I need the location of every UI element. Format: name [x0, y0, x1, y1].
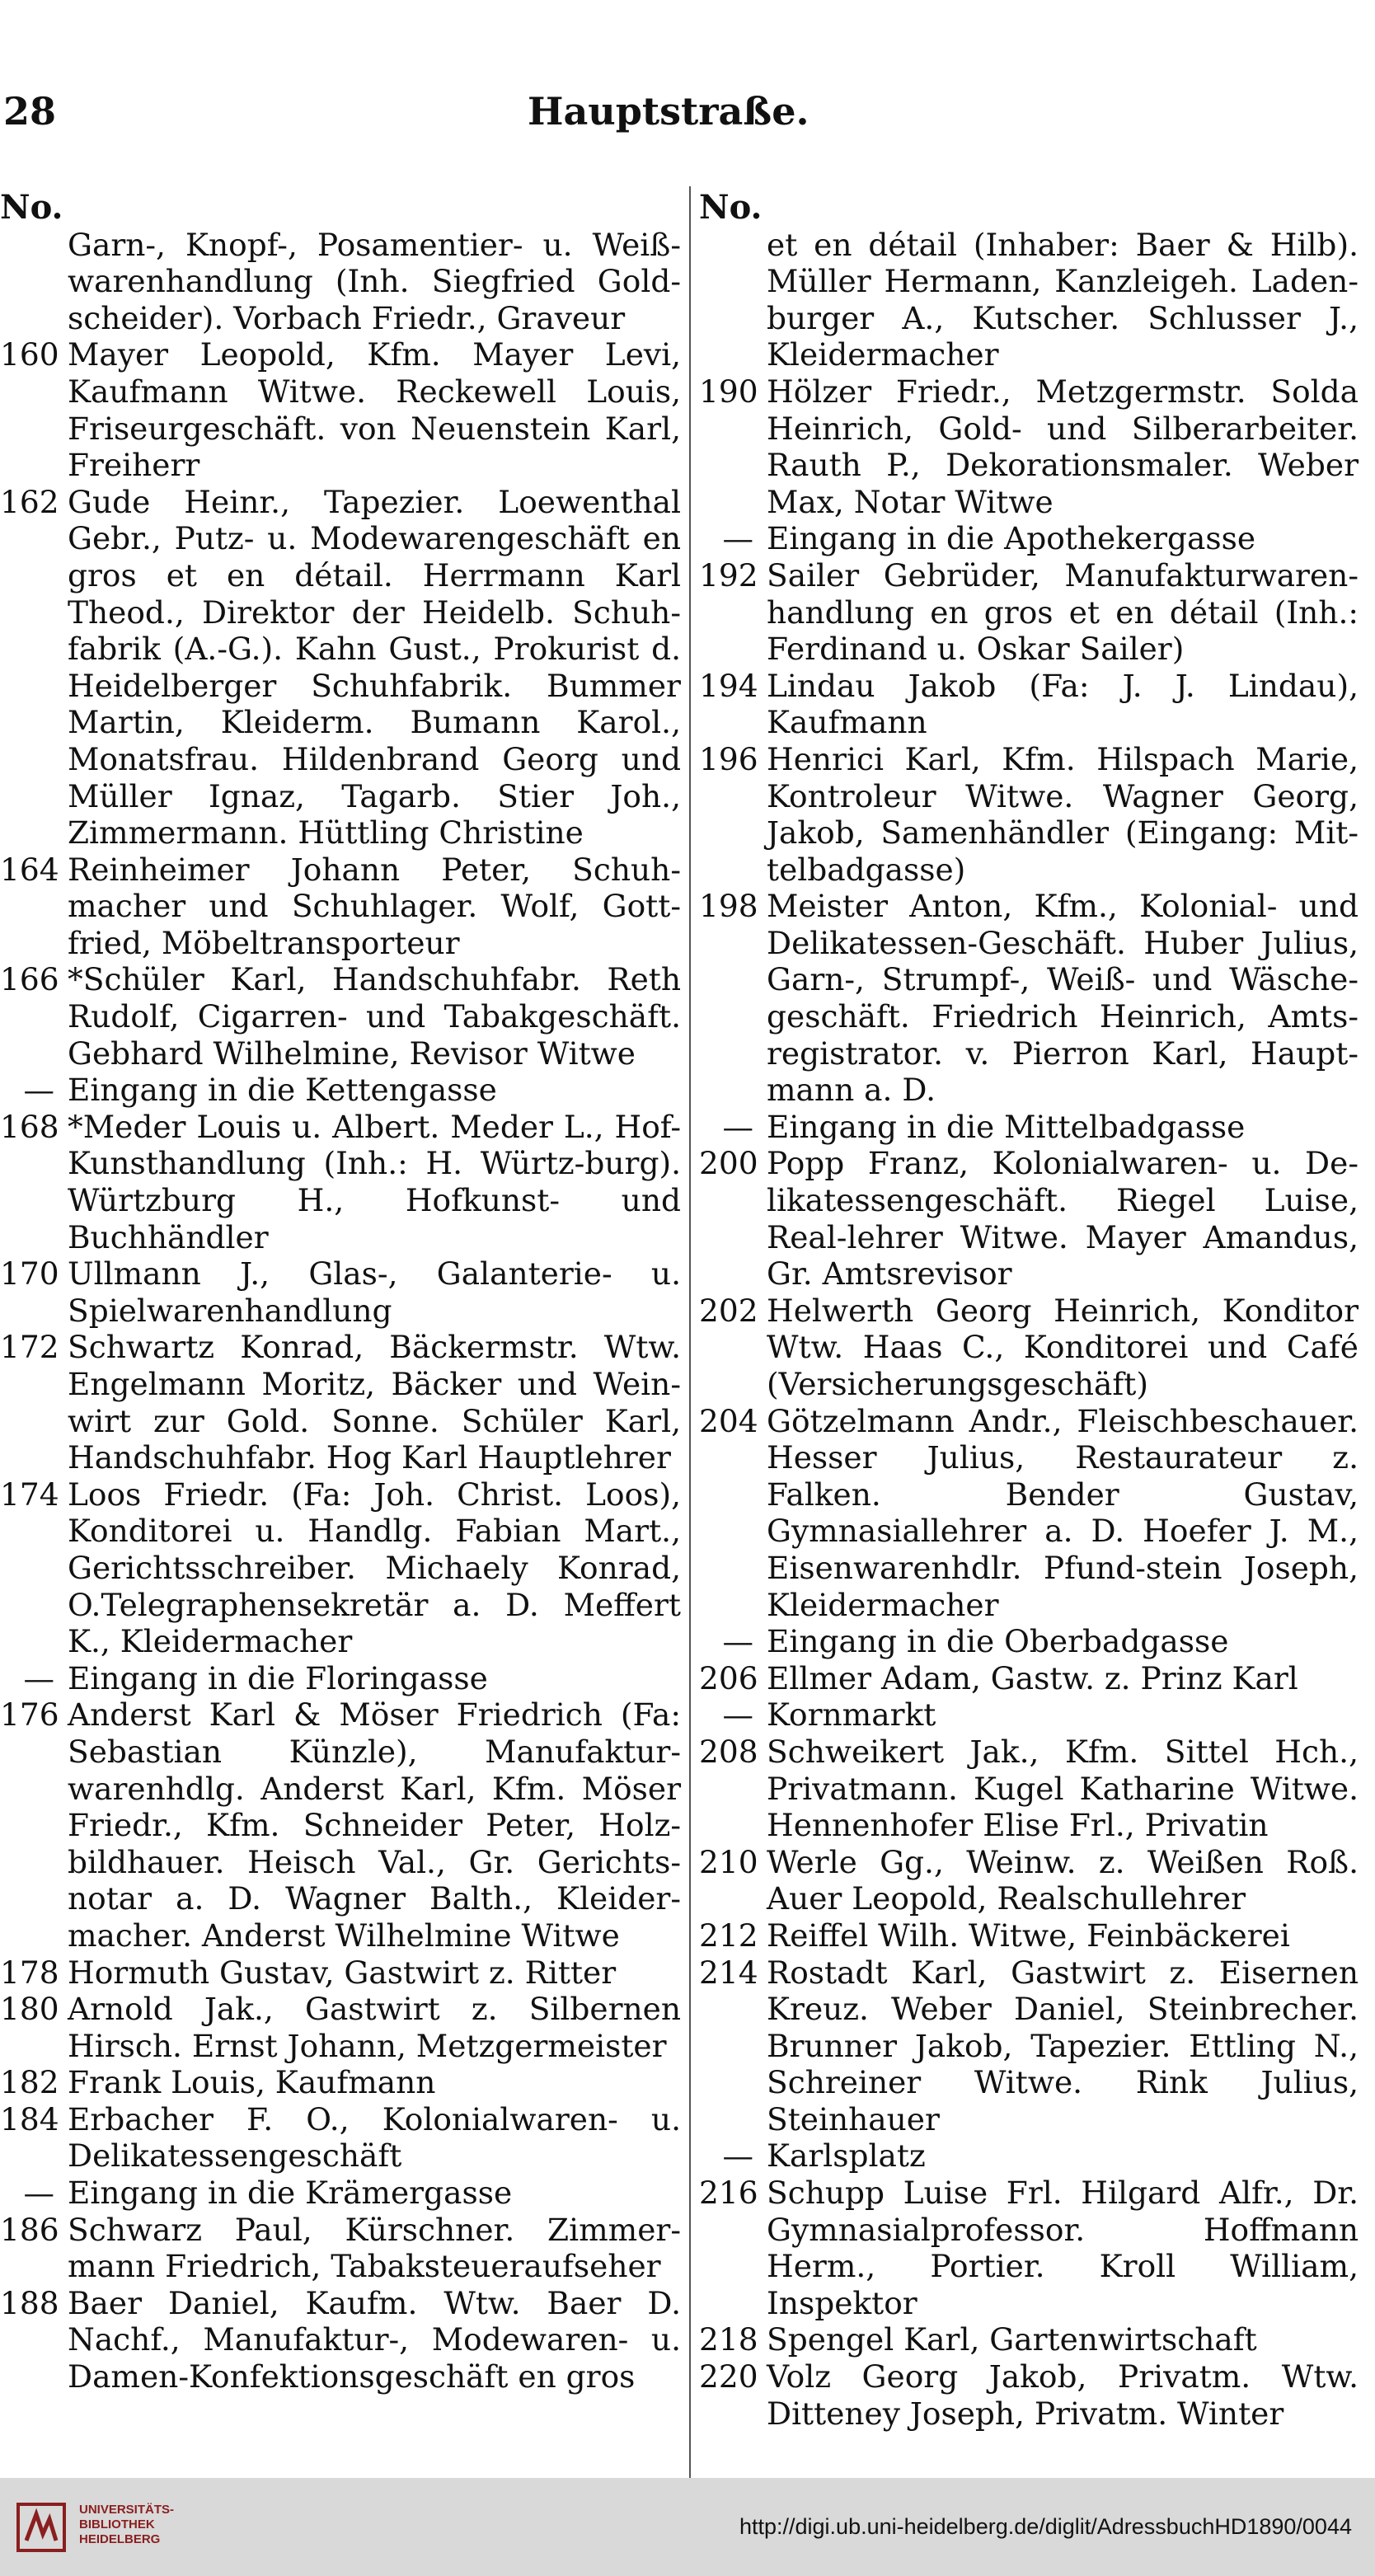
residents-text: Henrici Karl, Kfm. Hilspach Marie, Kontroleur Witwe. Wagner Georg, Jakob, Samenhändler (Eingang: Mit-telbadgasse): [767, 740, 1359, 888]
address-entry: [0, 961, 681, 1072]
residents-text: Schwartz Konrad, Bäckermstr. Wtw. Engelmann Moritz, Bäcker und Wein-wirt zur Gold. Sonne. Schüler Karl, Handschuhfabr. Hog Karl Hauptlehrer: [68, 1329, 681, 1476]
residents-text: *Meder Louis u. Albert. Meder L., Hof-Kunsthandlung (Inh.: H. Würtz-burg). Würtzburg H., Hofkunst- und Buchhändler: [68, 1108, 681, 1255]
street-crossing-entry: [699, 1109, 1359, 1146]
residents-text: Volz Georg Jakob, Privatm. Wtw. Ditteney Joseph, Privatm. Winter: [767, 2358, 1359, 2432]
residents-text: Mayer Leopold, Kfm. Mayer Levi, Kaufmann Witwe. Reckewell Louis, Friseurgeschäft. von Neuenstein Karl, Freiherr: [68, 336, 681, 484]
residents-text: Lindau Jakob (Fa: J. J. Lindau), Kaufmann: [767, 667, 1359, 741]
residents-text: Rostadt Karl, Gastwirt z. Eisernen Kreuz. Weber Daniel, Steinbrecher. Brunner Jakob, Tapezier. Ettling N., Schreiner Witwe. Rink Julius, Steinhauer: [767, 1954, 1359, 2137]
residents-text: Meister Anton, Kfm., Kolonial- und Delikatessen-Geschäft. Huber Julius, Garn-, Strumpf-, Weiß- und Wäsche-geschäft. Friedrich Heinrich, Amts-registrator. v. Pierron Karl, Haupt-mann a. D.: [767, 888, 1359, 1109]
residents-text: Schwarz Paul, Kürschner. Zimmer-mann Friedrich, Tabaksteueraufseher: [68, 2211, 681, 2285]
viewer-footer: [0, 2478, 1375, 2576]
residents-text: Ullmann J., Glas-, Galanterie- u. Spielwarenhandlung: [68, 1255, 681, 1329]
house-number: 196: [699, 740, 758, 777]
university-library-logo-icon: [15, 2501, 68, 2554]
address-entry: [0, 1109, 681, 1255]
address-entry: [699, 1734, 1359, 1844]
street-crossing-entry: [0, 2175, 681, 2212]
address-entry: [699, 888, 1359, 1109]
right-column: [699, 190, 1359, 2432]
residents-text: Hormuth Gustav, Gastwirt z. Ritter: [68, 1954, 617, 1991]
house-number: 210: [699, 1843, 758, 1880]
house-number: 164: [0, 851, 59, 888]
residents-text: Garn-, Knopf-, Posamentier- u. Weiß-warenhandlung (Inh. Siegfried Gold-scheider). Vorbach Friedr., Graveur: [68, 226, 681, 336]
residents-text: Kornmarkt: [767, 1696, 936, 1734]
house-number: 192: [699, 556, 758, 594]
address-entry: [0, 227, 681, 337]
house-number: 170: [0, 1255, 59, 1293]
address-entry: [699, 1660, 1359, 1697]
address-entry: [0, 2285, 681, 2395]
house-number: —: [722, 520, 753, 557]
house-number: 220: [699, 2358, 758, 2395]
address-entry: [699, 557, 1359, 668]
residents-text: et en détail (Inhaber: Baer & Hilb). Müller Hermann, Kanzleigeh. Laden-burger A., Kutscher. Schlusser J., Kleidermacher: [767, 226, 1359, 373]
house-number: 178: [0, 1954, 59, 1991]
residents-text: Helwerth Georg Heinrich, Konditor Wtw. Haas C., Konditorei und Café (Versicherungsgeschäft): [767, 1292, 1359, 1402]
address-entry: [0, 1329, 681, 1476]
house-number: 174: [0, 1476, 59, 1513]
residents-text: Loos Friedr. (Fa: Joh. Christ. Loos), Konditorei u. Handlg. Fabian Mart., Gerichtsschreiber. Michaely Konrad, O.Telegraphensekretär a. D. Meffert K., Kleidermacher: [68, 1476, 681, 1660]
address-entry: [0, 336, 681, 483]
residents-text: Schweikert Jak., Kfm. Sittel Hch., Privatmann. Kugel Katharine Witwe. Hennenhofer Elise Frl., Privatin: [767, 1733, 1359, 1844]
residents-text: Frank Louis, Kaufmann: [68, 2064, 436, 2101]
street-crossing-entry: [0, 1660, 681, 1697]
street-crossing-entry: [699, 2137, 1359, 2175]
address-entry: [699, 1954, 1359, 2138]
house-number: 204: [699, 1402, 758, 1439]
residents-text: Anderst Karl & Möser Friedrich (Fa: Sebastian Künzle), Manufaktur-warenhdlg. Anderst Karl, Kfm. Möser Friedr., Kfm. Schneider Peter, Holz-bildhauer. Heisch Val., Gr. Gerichts-notar a. D. Wagner Balth., Kleider-macher. Anderst Wilhelmine Witwe: [68, 1696, 681, 1954]
address-entry: [699, 1293, 1359, 1403]
address-entry: [699, 2321, 1359, 2358]
residents-text: Reiffel Wilh. Witwe, Feinbäckerei: [767, 1917, 1290, 1954]
house-number: 176: [0, 1696, 59, 1734]
house-number: 190: [699, 373, 758, 410]
residents-text: Eingang in die Kettengasse: [68, 1072, 497, 1109]
residents-text: Spengel Karl, Gartenwirtschaft: [767, 2321, 1257, 2358]
library-logo-text: UNIVERSITÄTS- BIBLIOTHEK HEIDELBERG: [79, 2503, 175, 2546]
address-entry: [0, 2064, 681, 2101]
right-entries: [699, 227, 1359, 2433]
residents-text: *Schüler Karl, Handschuhfabr. Reth Rudolf, Cigarren- und Tabakgeschäft. Gebhard Wilhelmine, Revisor Witwe: [68, 961, 681, 1072]
house-number: 194: [699, 667, 758, 704]
residents-text: Baer Daniel, Kaufm. Wtw. Baer D. Nachf., Manufaktur-, Modewaren- u. Damen-Konfektionsgeschäft en gros: [68, 2284, 681, 2395]
house-number: 216: [699, 2175, 758, 2212]
residents-text: Hölzer Friedr., Metzgermstr. Solda Heinrich, Gold- und Silberarbeiter. Rauth P., Dekorationsmaler. Weber Max, Notar Witwe: [767, 373, 1359, 520]
house-number: 162: [0, 483, 59, 520]
address-entry: [699, 668, 1359, 741]
house-number: 172: [0, 1329, 59, 1366]
house-number: 186: [0, 2211, 59, 2248]
house-number: 188: [0, 2284, 59, 2321]
street-crossing-entry: [0, 1072, 681, 1109]
address-entry: [699, 227, 1359, 373]
address-entry: [0, 852, 681, 962]
address-entry: [699, 373, 1359, 520]
address-entry: [0, 1255, 681, 1329]
house-number: 200: [699, 1145, 758, 1182]
left-column: [0, 190, 681, 2395]
house-number: 166: [0, 961, 59, 998]
house-number: 206: [699, 1659, 758, 1696]
number-column-heading: No.: [0, 188, 63, 227]
house-number: 184: [0, 2100, 59, 2137]
house-number: 202: [699, 1292, 758, 1329]
residents-text: Sailer Gebrüder, Manufakturwaren-handlung en gros et en détail (Inh.: Ferdinand u. Oskar Sailer): [767, 556, 1359, 668]
address-entry: [0, 2101, 681, 2175]
house-number: 180: [0, 1991, 59, 2028]
address-entry: [0, 1991, 681, 2064]
address-entry: [0, 1954, 681, 1992]
page-number: 28: [3, 89, 57, 134]
address-entry: [0, 484, 681, 852]
residents-text: Götzelmann Andr., Fleischbeschauer. Hesser Julius, Restaurateur z. Falken. Bender Gustav, Gymnasiallehrer a. D. Hoefer J. M., Eisenwarenhdlr. Pfund-stein Joseph, Kleidermacher: [767, 1402, 1359, 1623]
number-column-heading: No.: [699, 188, 763, 227]
address-entry: [0, 1696, 681, 1954]
residents-text: Eingang in die Apothekergasse: [767, 520, 1256, 557]
house-number: 160: [0, 336, 59, 373]
address-entry: [699, 1844, 1359, 1917]
house-number: —: [722, 1623, 753, 1660]
street-crossing-entry: [699, 1623, 1359, 1660]
residents-text: Gude Heinr., Tapezier. Loewenthal Gebr., Putz- u. Modewarengeschäft en gros et en détail. Herrmann Karl Theod., Direktor der Heidelb. Schuh-fabrik (A.-G.). Kahn Gust., Prokurist d. Heidelberger Schuhfabrik. Bummer Martin, Kleiderm. Bumann Karol., Monatsfrau. Hildenbrand Georg und Müller Ignaz, Tagarb. Stier Joh., Zimmermann. Hüttling Christine: [68, 483, 681, 852]
house-number: —: [23, 1072, 54, 1109]
street-crossing-entry: [699, 520, 1359, 557]
left-entries: [0, 227, 681, 2395]
house-number: 218: [699, 2321, 758, 2358]
house-number: —: [722, 2137, 753, 2175]
residents-text: Popp Franz, Kolonialwaren- u. De-likatessengeschäft. Riegel Luise, Real-lehrer Witwe. Mayer Amandus, Gr. Amtsrevisor: [767, 1145, 1359, 1293]
page-title: Hauptstraße.: [528, 89, 810, 134]
page-header: [0, 89, 1375, 147]
address-entry: [0, 2212, 681, 2285]
house-number: 208: [699, 1733, 758, 1770]
address-entry: [699, 1403, 1359, 1624]
column-divider: [689, 186, 691, 2503]
street-crossing-entry: [699, 1696, 1359, 1734]
address-entry: [699, 741, 1359, 888]
residents-text: Arnold Jak., Gastwirt z. Silbernen Hirsch. Ernst Johann, Metzgermeister: [68, 1991, 681, 2064]
address-entry: [699, 2175, 1359, 2321]
house-number: 168: [0, 1108, 59, 1145]
residents-text: Erbacher F. O., Kolonialwaren- u. Delikatessengeschäft: [68, 2100, 681, 2175]
residents-text: Eingang in die Oberbadgasse: [767, 1623, 1229, 1660]
residents-text: Ellmer Adam, Gastw. z. Prinz Karl: [767, 1659, 1298, 1696]
residents-text: Karlsplatz: [767, 2137, 926, 2175]
residents-text: Eingang in die Mittelbadgasse: [767, 1108, 1246, 1145]
residents-text: Reinheimer Johann Peter, Schuh-macher und Schuhlager. Wolf, Gott-fried, Möbeltransporteur: [68, 851, 681, 961]
residents-text: Werle Gg., Weinw. z. Weißen Roß. Auer Leopold, Realschullehrer: [767, 1843, 1359, 1917]
residents-text: Eingang in die Floringasse: [68, 1659, 488, 1696]
house-number: —: [23, 2175, 54, 2212]
house-number: 214: [699, 1954, 758, 1991]
house-number: 212: [699, 1917, 758, 1954]
address-entry: [699, 2358, 1359, 2432]
house-number: 198: [699, 888, 758, 925]
residents-text: Schupp Luise Frl. Hilgard Alfr., Dr. Gymnasialprofessor. Hoffmann Herm., Portier. Kroll William, Inspektor: [767, 2175, 1359, 2321]
residents-text: Eingang in die Krämergasse: [68, 2175, 513, 2212]
address-entry: [699, 1145, 1359, 1292]
house-number: —: [23, 1659, 54, 1696]
address-entry: [699, 1917, 1359, 1954]
house-number: 182: [0, 2064, 59, 2101]
house-number: —: [722, 1108, 753, 1145]
address-entry: [0, 1476, 681, 1660]
source-url-link[interactable]: http://digi.ub.uni-heidelberg.de/diglit/AdressbuchHD1890/0044: [739, 2514, 1352, 2539]
house-number: —: [722, 1696, 753, 1734]
